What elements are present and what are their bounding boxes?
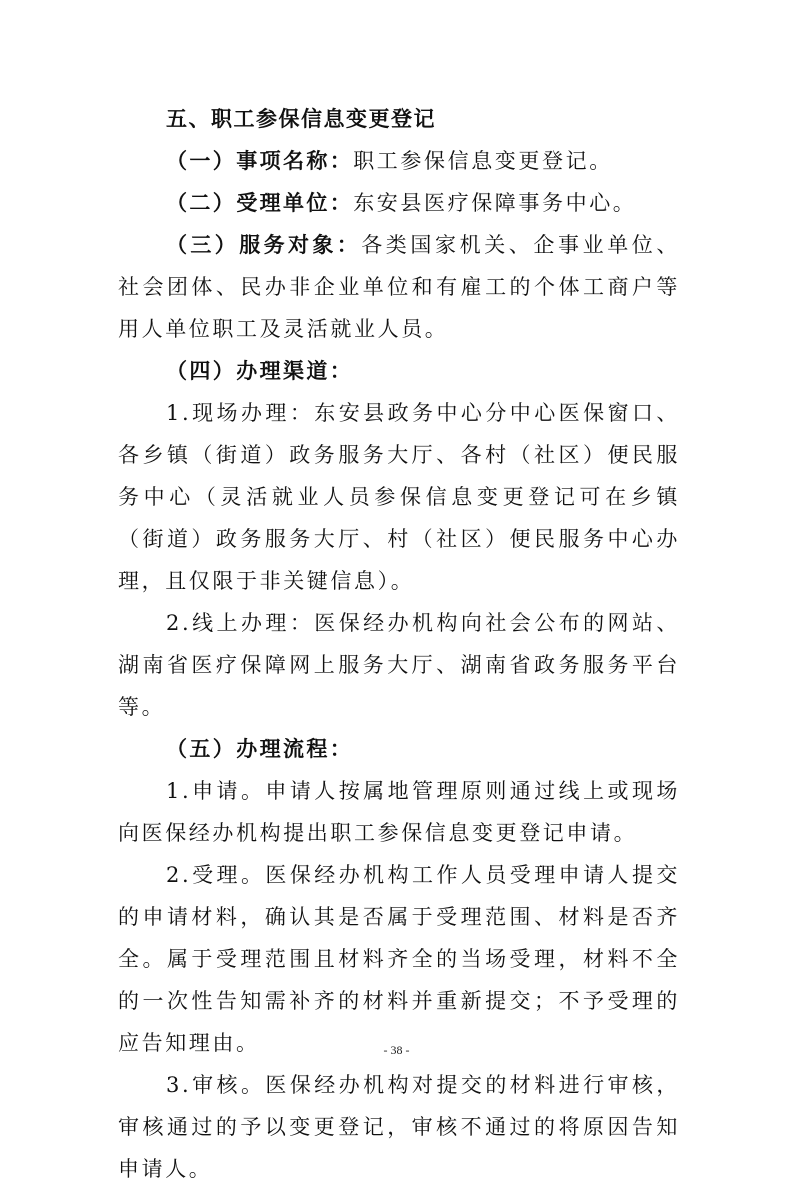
page-number: - 38 - [383,1043,410,1057]
item-target-paragraph [118,224,680,350]
process-step-3-paragraph: 3.审核。医保经办机构对提交的材料进行审核，审核通过的予以变更登记，审核不通过的将原因告知申请人。 [118,1073,680,1181]
channel-onsite-paragraph: 1.现场办理：东安县政务中心分中心医保窗口、各乡镇（街道）政务服务大厅、各村（社区）便民服务中心（灵活就业人员参保信息变更登记可在乡镇（街道）政务服务大厅、村（社区）便民服务中心办理，且仅限于非关键信息）。 [118,401,680,593]
item-unit-label: （二）受理单位： [166,191,354,215]
document-body [118,98,680,1190]
item-channels-label: （四）办理渠道： [166,359,354,383]
item-target-label: （三）服务对象： [166,233,362,257]
process-step-1-paragraph: 1.申请。申请人按属地管理原则通过线上或现场向医保经办机构提出职工参保信息变更登记申请。 [118,779,680,845]
channel-online-paragraph: 2.线上办理：医保经办机构向社会公布的网站、湖南省医疗保障网上服务大厅、湖南省政务服务平台等。 [118,611,680,719]
item-name-paragraph [118,140,680,182]
item-channels-heading [118,350,680,392]
item-process-heading [118,728,680,770]
item-unit-paragraph [118,182,680,224]
item-name-text: 职工参保信息变更登记。 [353,149,613,173]
section-title: 五、职工参保信息变更登记 [166,107,436,131]
item-process-label: （五）办理流程： [166,737,354,761]
item-name-label: （一）事项名称： [166,149,354,173]
process-step-2-paragraph: 2.受理。医保经办机构工作人员受理申请人提交的申请材料，确认其是否属于受理范围、材料是否齐全。属于受理范围且材料齐全的当场受理，材料不全的一次性告知需补齐的材料并重新提交；不予受理的应告知理由。 [118,863,680,1055]
item-target-text: 各类国家机关、企事业单位、社会团体、民办非企业单位和有雇工的个体工商户等用人单位职工及灵活就业人员。 [118,233,680,341]
item-unit-text: 东安县医疗保障事务中心。 [353,191,637,215]
